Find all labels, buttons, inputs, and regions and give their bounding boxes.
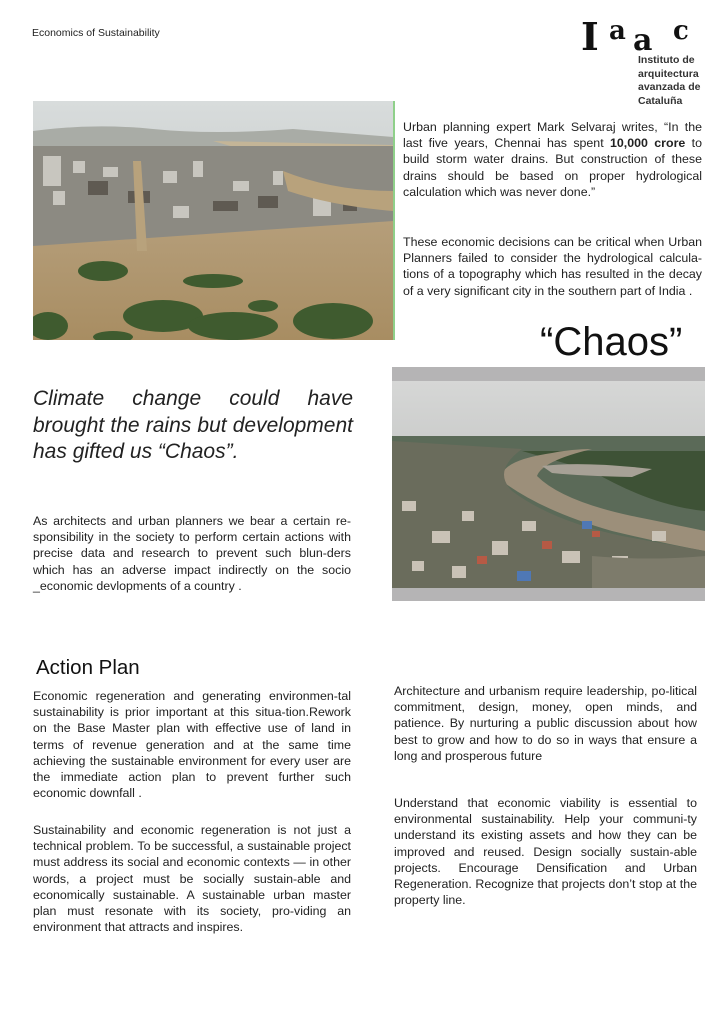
right-column-paragraph: Architecture and urbanism require leadership, po-litical commitment, design, money, open minds, and patience. By nurturing a public discussion about how best to grow and how to do so in ways that ensure a long and prosperous future	[394, 684, 697, 763]
quote-text-start: Urban planning expert Mark Selvaraj writes, “In the last five years, Chennai has spent	[403, 120, 702, 151]
economic-decisions-paragraph: These economic decisions can be critical when Urban Planners failed to consider the hydrological calcula-tions of a topography which has resulted in the decay of a very significant city in the southern part of India .	[403, 235, 702, 298]
logo-text-line: Instituto de	[638, 54, 695, 66]
flooded-city-image	[33, 101, 393, 340]
right-column-paragraph: Understand that economic viability is essential to environmental sustainability. Help your communi-ty understand its existing assets and how they can be improved and reused. Design socially sustain-able projects. Encourage Densification and Urban Regeneration. Recognize that projects don’t stop at the property line.	[394, 796, 697, 908]
climate-change-tagline: Climate change could have brought the rains but development has gifted us “Chaos”.	[33, 387, 353, 463]
logo-letter: c	[673, 16, 689, 46]
iaac-logo	[581, 14, 706, 107]
iaac-logo-text	[638, 54, 700, 108]
logo-letter: a	[609, 16, 626, 46]
logo-letter: a	[633, 23, 653, 58]
action-plan-heading: Action Plan	[36, 656, 140, 679]
quote-text-end: to build storm water drains. But construction of these drains should be based on proper hydrological calculation which was never done.”	[403, 136, 703, 199]
logo-text-line: avanzada de	[638, 81, 701, 93]
iaac-logo-mark	[581, 14, 706, 59]
flooded-city-photo	[33, 101, 395, 340]
flooded-river-city-image-frame	[392, 381, 705, 588]
document-header-title: Economics of Sustainability	[32, 27, 160, 39]
action-plan-paragraph: Sustainability and economic regeneration is not just a technical problem. To be successful, a sustainable project must address its social and economic contexts — in other words, a project must be socially sustain-able and economically sustainable. A sustainable urban master plan must resonate with its society, pro-viding an environment that attracts and inspires.	[33, 823, 351, 935]
quote-highlight-amount: 10,000 crore	[610, 136, 686, 151]
logo-text-line: Cataluña	[638, 94, 683, 107]
action-plan-paragraph: Economic regeneration and generating environmen-tal sustainability is prior important at this situa-tion.Rework on the Base Master plan with effective use of land in terms of revenue generation and at the same time achieving the sustainable environment for every user are the immediate action plan to prevent further such economic downfall .	[33, 689, 351, 801]
flooded-river-city-image	[392, 381, 705, 588]
chaos-heading: “Chaos”	[540, 320, 683, 364]
architects-responsibility-paragraph: As architects and urban planners we bear a certain re-sponsibility in the society to perform certain actions with precise data and research to prevent such blun-ders which has an adverse impact indirectly on the socio _economic devlopments of a country .	[33, 514, 351, 593]
logo-letter: I	[581, 14, 598, 59]
logo-text-line: arquitectura	[638, 67, 699, 80]
flooded-river-city-photo	[392, 367, 705, 601]
selvaraj-quote-paragraph	[403, 119, 702, 200]
